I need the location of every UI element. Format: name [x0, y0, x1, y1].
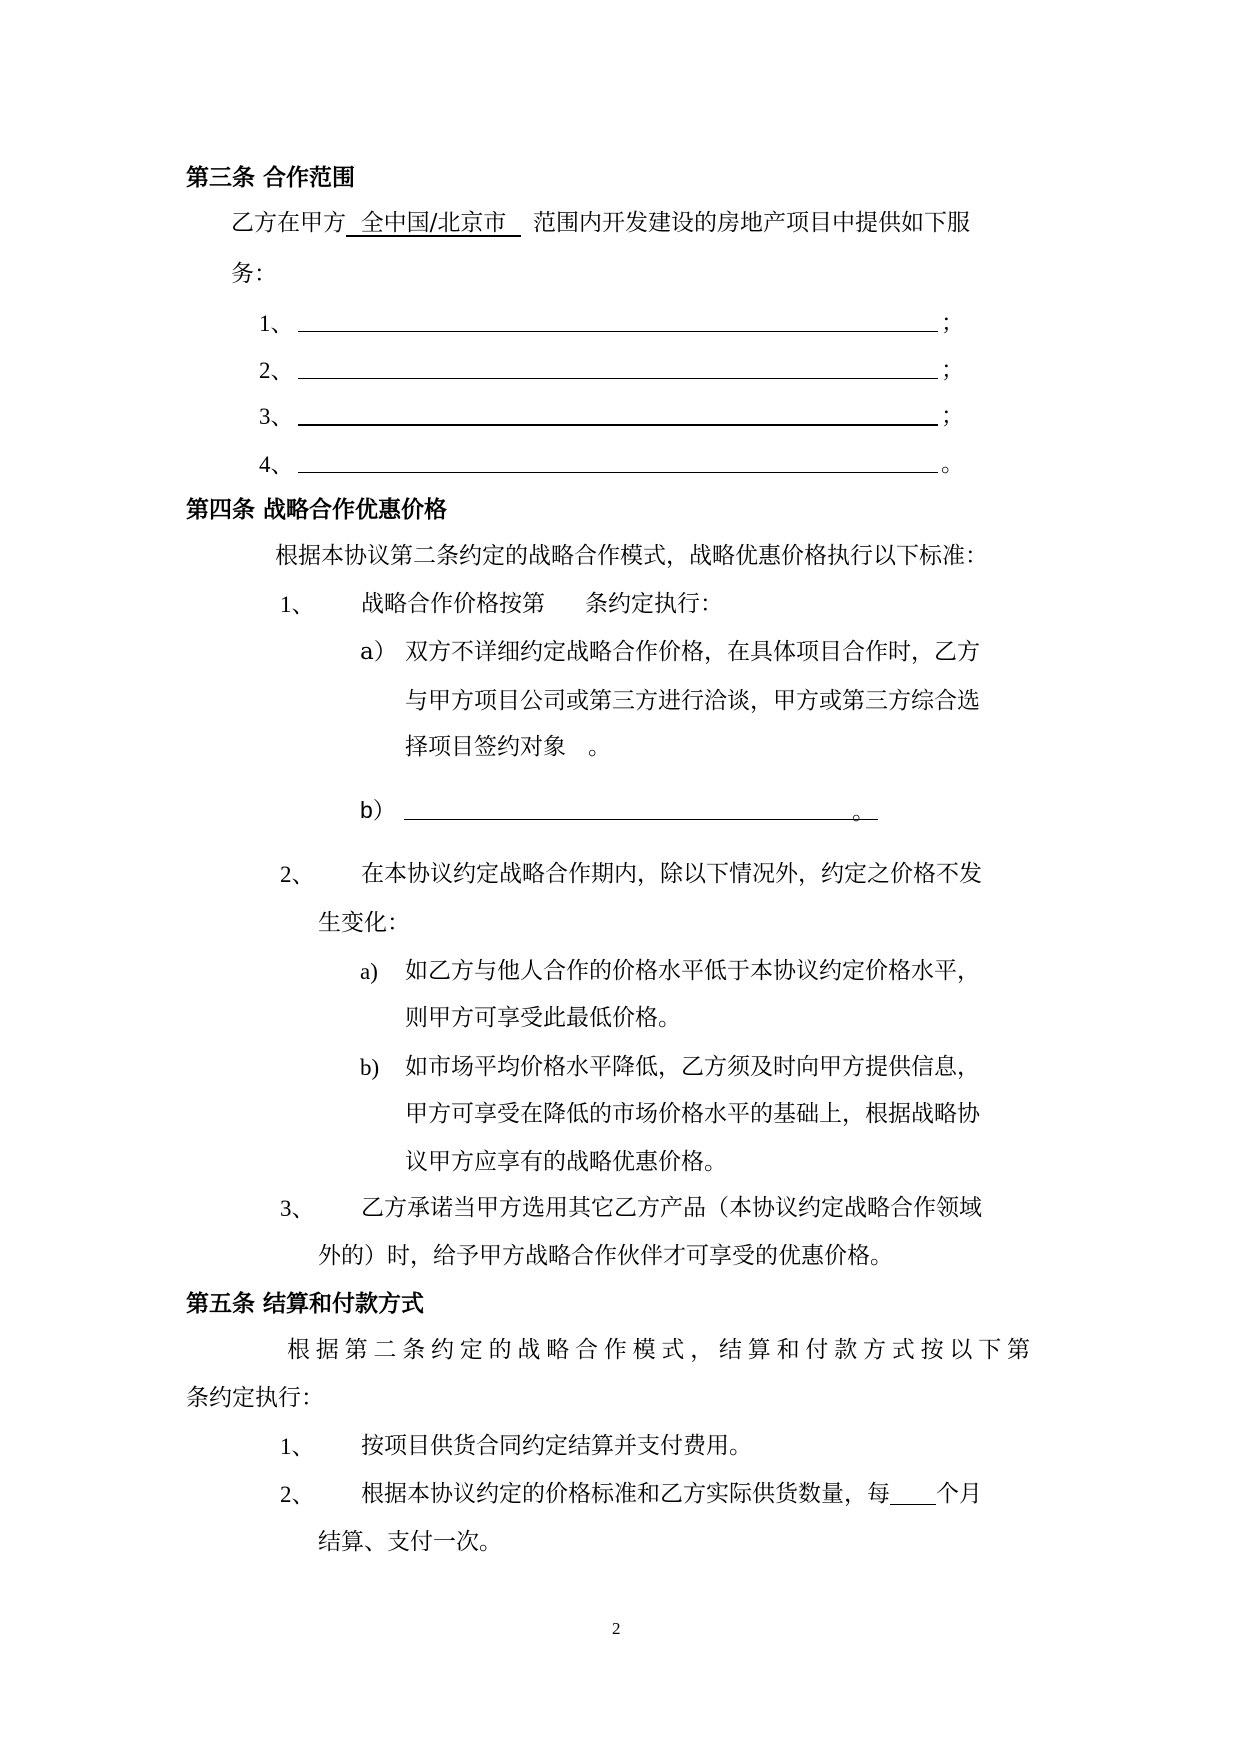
service-item-end: 。 — [941, 451, 964, 477]
article-3-line-1-post: 范围内开发建设的房地产项目中提供如下服 — [533, 210, 970, 236]
item-2-line-2: 生变化： — [318, 910, 410, 936]
service-scope-field: 全中国/北京市 — [346, 210, 521, 236]
payment-item-1: 按项目供货合同约定结算并支付费用。 — [361, 1433, 752, 1459]
list-number: 1、 — [280, 592, 315, 617]
item-2a-line-1: 如乙方与他人合作的价格水平低于本协议约定价格水平， — [405, 958, 980, 984]
article-4-heading: 第四条 战略合作优惠价格 — [186, 497, 448, 523]
service-item-number: 3、 — [259, 404, 294, 429]
service-item-number: 2、 — [259, 358, 294, 383]
item-1a-line-3 — [405, 736, 611, 759]
item-1a-line-1: 双方不详细约定战略合作价格，在具体项目合作时，乙方 — [405, 639, 980, 665]
service-item-blank — [298, 331, 938, 332]
item-3-line-2: 外的）时，给予甲方战略合作伙伴才可享受的优惠价格。 — [318, 1243, 893, 1269]
item-2b-line-1: 如市场平均价格水平降低，乙方须及时向甲方提供信息， — [405, 1054, 980, 1080]
list-marker: a） — [360, 639, 397, 665]
article-4-intro: 根据本协议第二条约定的战略合作模式，战略优惠价格执行以下标准： — [275, 543, 988, 569]
item-2b-line-2: 甲方可享受在降低的市场价格水平的基础上，根据战略协 — [405, 1101, 980, 1127]
service-item-number: 4、 — [259, 452, 294, 477]
article-5-intro-line-2: 条约定执行： — [186, 1385, 324, 1411]
item-1b-blank — [404, 819, 878, 820]
item-1-text-pre: 战略合作价格按第 — [361, 591, 545, 617]
service-item-blank — [298, 378, 938, 379]
article-4-item-1 — [361, 593, 723, 616]
list-number: 2、 — [280, 1482, 315, 1507]
list-number: 3、 — [280, 1196, 315, 1221]
article-3-line-1 — [231, 212, 970, 235]
item-2a-line-2: 则甲方可享受此最低价格。 — [405, 1005, 681, 1031]
list-marker: b) — [360, 1055, 380, 1080]
list-number: 2、 — [280, 862, 315, 887]
item-2b-line-3: 议甲方应享有的战略优惠价格。 — [405, 1149, 727, 1175]
service-item-end: ； — [941, 357, 964, 383]
payment-item-2-line-2: 结算、支付一次。 — [318, 1529, 502, 1555]
item-3-line-1: 乙方承诺当甲方选用其它乙方产品（本协议约定战略合作领域 — [361, 1195, 982, 1221]
item-1-text-post: 条约定执行： — [585, 591, 723, 617]
list-number: 1、 — [280, 1434, 315, 1459]
service-item-blank — [298, 472, 938, 473]
article-5-heading: 第五条 结算和付款方式 — [186, 1291, 425, 1317]
service-item-blank — [298, 424, 938, 426]
service-item-end: ； — [941, 403, 964, 429]
payment-item-2-text-pre: 根据本协议约定的价格标准和乙方实际供货数量，每 — [361, 1481, 890, 1507]
list-marker: a) — [360, 959, 378, 984]
page-number: 2 — [612, 1619, 621, 1638]
article-3-line-1-pre: 乙方在甲方 — [231, 210, 346, 236]
item-1a-line-2: 与甲方项目公司或第三方进行洽谈，甲方或第三方综合选 — [405, 688, 980, 714]
article-3-heading: 第三条 合作范围 — [186, 165, 356, 191]
list-marker: b） — [360, 797, 396, 823]
service-item-number: 1、 — [259, 311, 294, 336]
item-2-line-1: 在本协议约定战略合作期内，除以下情况外，约定之价格不发 — [361, 861, 982, 887]
service-item-end: ； — [941, 310, 964, 336]
item-1a-line-3-text: 择项目签约对象 — [405, 734, 566, 760]
payment-item-2-text-post: 个月 — [936, 1481, 982, 1507]
item-1b-end: 。 — [852, 799, 875, 825]
article-5-intro-line-1: 根据第二条约定的战略合作模式，结算和付款方式按以下第 — [287, 1337, 1036, 1363]
months-blank — [890, 1484, 936, 1505]
payment-item-2-line-1 — [361, 1483, 982, 1506]
article-3-line-2: 务： — [231, 261, 277, 287]
item-1a-line-3-end: 。 — [588, 734, 611, 760]
